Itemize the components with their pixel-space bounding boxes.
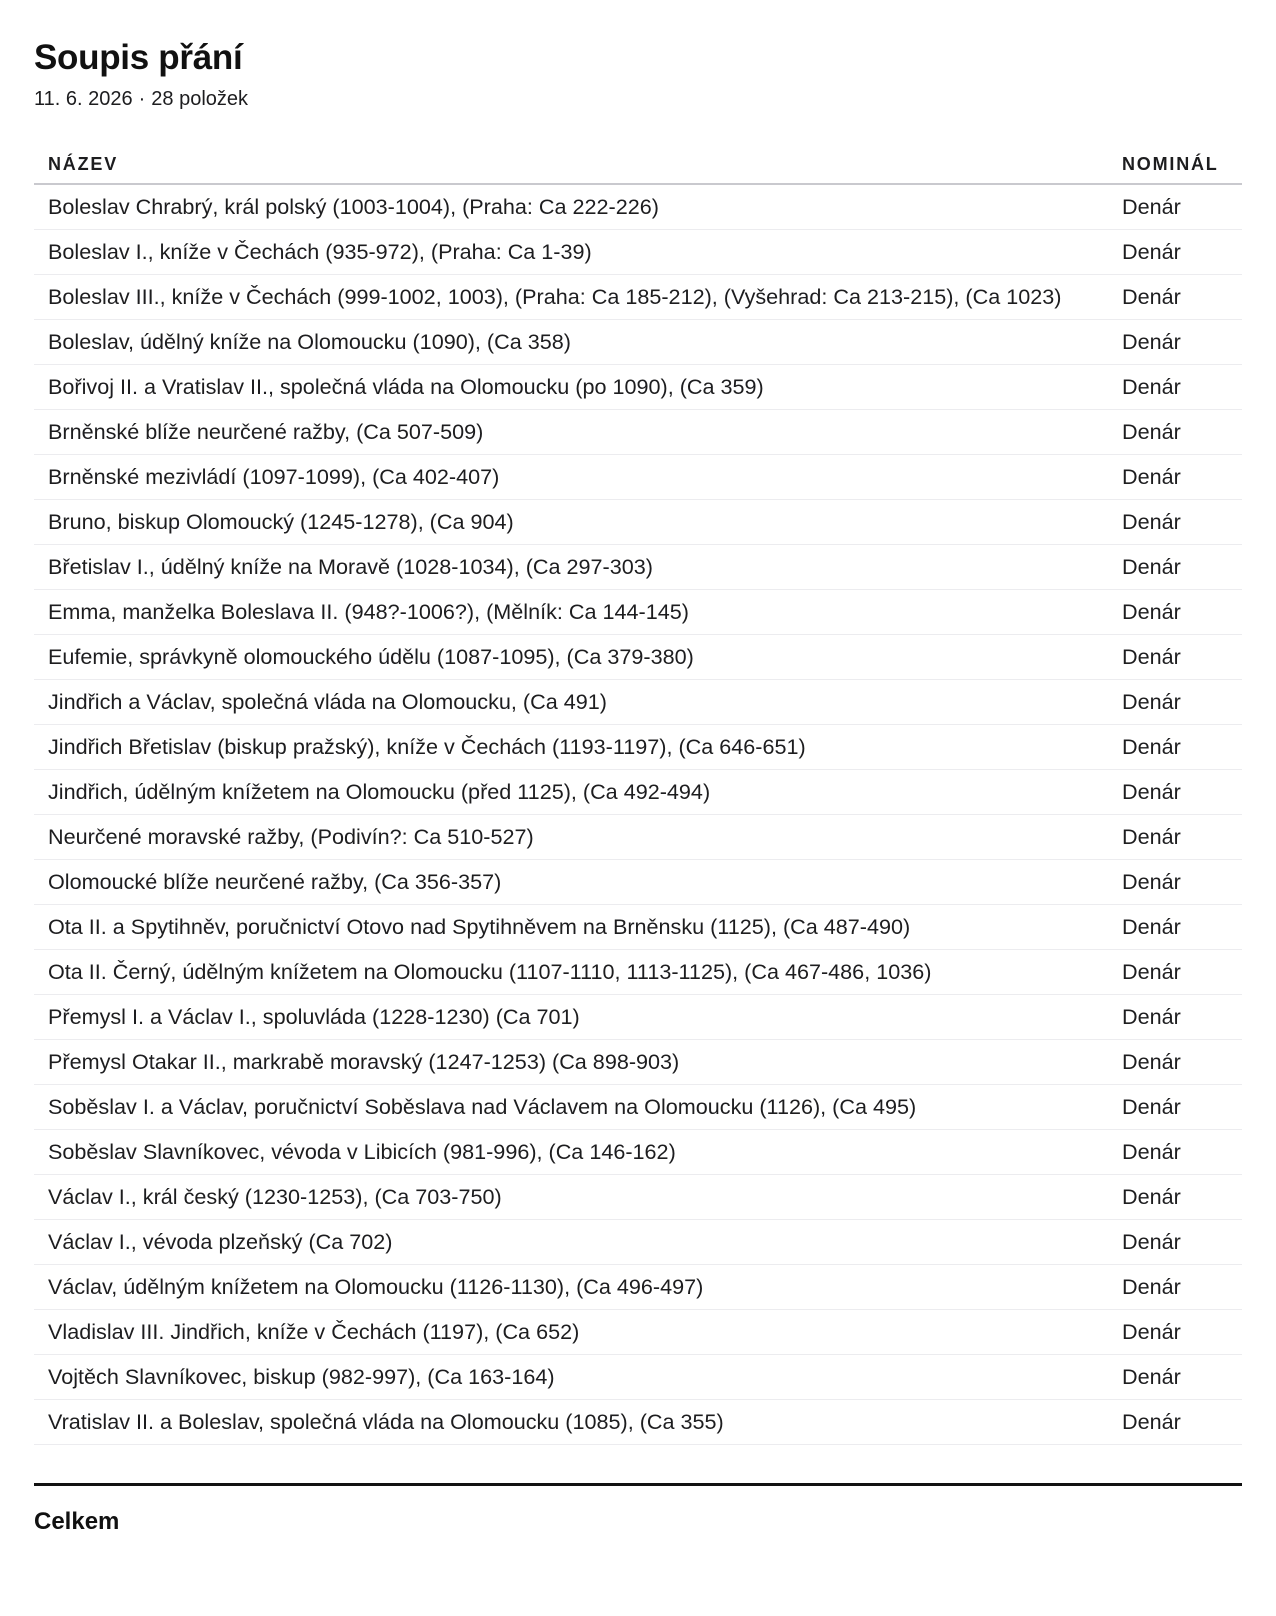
table-row [34,590,1242,635]
item-count: 28 položek [151,88,249,110]
nominal-cell: Denár [1120,230,1242,275]
table-row [34,995,1242,1040]
column-header-name: NÁZEV [34,146,1120,184]
table-row [34,1355,1242,1400]
nominal-cell: Denár [1120,1265,1242,1310]
coin-name-cell: Soběslav I. a Václav, poručnictví Soběslava nad Václavem na Olomoucku (1126), (Ca 495) [34,1085,1120,1130]
coin-name-cell: Jindřich, údělným knížetem na Olomoucku (před 1125), (Ca 492-494) [34,770,1120,815]
page-meta [34,86,1242,112]
table-row [34,815,1242,860]
nominal-cell: Denár [1120,1085,1242,1130]
coin-name-cell: Boleslav, údělný kníže na Olomoucku (1090), (Ca 358) [34,320,1120,365]
table-row [34,1400,1242,1445]
nominal-cell: Denár [1120,770,1242,815]
column-header-nominal: NOMINÁL [1120,146,1242,184]
nominal-cell: Denár [1120,1355,1242,1400]
table-row [34,770,1242,815]
coin-name-cell: Břetislav I., údělný kníže na Moravě (1028-1034), (Ca 297-303) [34,545,1120,590]
table-row [34,365,1242,410]
coin-name-cell: Boleslav I., kníže v Čechách (935-972), (Praha: Ca 1-39) [34,230,1120,275]
nominal-cell: Denár [1120,590,1242,635]
nominal-cell: Denár [1120,635,1242,680]
table-row [34,1265,1242,1310]
nominal-cell: Denár [1120,455,1242,500]
coin-name-cell: Emma, manželka Boleslava II. (948?-1006?), (Mělník: Ca 144-145) [34,590,1120,635]
table-row [34,320,1242,365]
coin-name-cell: Neurčené moravské ražby, (Podivín?: Ca 510-527) [34,815,1120,860]
nominal-cell: Denár [1120,815,1242,860]
coin-name-cell: Václav, údělným knížetem na Olomoucku (1126-1130), (Ca 496-497) [34,1265,1120,1310]
coin-name-cell: Vladislav III. Jindřich, kníže v Čechách (1197), (Ca 652) [34,1310,1120,1355]
table-row [34,545,1242,590]
nominal-cell: Denár [1120,860,1242,905]
nominal-cell: Denár [1120,725,1242,770]
coin-name-cell: Boleslav III., kníže v Čechách (999-1002, 1003), (Praha: Ca 185-212), (Vyšehrad: Ca 213-215), (Ca 1023) [34,275,1120,320]
table-row [34,1175,1242,1220]
list-date: 11. 6. 2026 [34,88,133,110]
table-row [34,1040,1242,1085]
nominal-cell: Denár [1120,320,1242,365]
coin-name-cell: Boleslav Chrabrý, král polský (1003-1004), (Praha: Ca 222-226) [34,184,1120,230]
coin-name-cell: Jindřich Břetislav (biskup pražský), kníže v Čechách (1193-1197), (Ca 646-651) [34,725,1120,770]
nominal-cell: Denár [1120,184,1242,230]
table-header-row [34,146,1242,184]
table-row [34,950,1242,995]
coin-name-cell: Eufemie, správkyně olomouckého údělu (1087-1095), (Ca 379-380) [34,635,1120,680]
table-body [34,184,1242,1445]
nominal-cell: Denár [1120,680,1242,725]
meta-separator: · [138,88,146,110]
table-row [34,1220,1242,1265]
table-row [34,725,1242,770]
coin-name-cell: Jindřich a Václav, společná vláda na Olomoucku, (Ca 491) [34,680,1120,725]
table-row [34,275,1242,320]
nominal-cell: Denár [1120,1130,1242,1175]
coin-name-cell: Brněnské mezivládí (1097-1099), (Ca 402-407) [34,455,1120,500]
nominal-cell: Denár [1120,950,1242,995]
coin-name-cell: Bořivoj II. a Vratislav II., společná vláda na Olomoucku (po 1090), (Ca 359) [34,365,1120,410]
nominal-cell: Denár [1120,1040,1242,1085]
nominal-cell: Denár [1120,275,1242,320]
nominal-cell: Denár [1120,1310,1242,1355]
nominal-cell: Denár [1120,1220,1242,1265]
nominal-cell: Denár [1120,1400,1242,1445]
table-row [34,1310,1242,1355]
table-row [34,1130,1242,1175]
table-row [34,1085,1242,1130]
coin-name-cell: Přemysl I. a Václav I., spoluvláda (1228-1230) (Ca 701) [34,995,1120,1040]
coin-name-cell: Olomoucké blíže neurčené ražby, (Ca 356-357) [34,860,1120,905]
coin-name-cell: Ota II. Černý, údělným knížetem na Olomoucku (1107-1110, 1113-1125), (Ca 467-486, 1036) [34,950,1120,995]
nominal-cell: Denár [1120,545,1242,590]
coin-name-cell: Brněnské blíže neurčené ražby, (Ca 507-509) [34,410,1120,455]
nominal-cell: Denár [1120,500,1242,545]
table-row [34,230,1242,275]
wishlist-table [34,146,1242,1445]
total-label: Celkem [34,1508,120,1535]
nominal-cell: Denár [1120,995,1242,1040]
coin-name-cell: Vojtěch Slavníkovec, biskup (982-997), (Ca 163-164) [34,1355,1120,1400]
nominal-cell: Denár [1120,1175,1242,1220]
coin-name-cell: Vratislav II. a Boleslav, společná vláda na Olomoucku (1085), (Ca 355) [34,1400,1120,1445]
nominal-cell: Denár [1120,410,1242,455]
nominal-cell: Denár [1120,905,1242,950]
coin-name-cell: Václav I., vévoda plzeňský (Ca 702) [34,1220,1120,1265]
coin-name-cell: Ota II. a Spytihněv, poručnictví Otovo nad Spytihněvem na Brněnsku (1125), (Ca 487-490) [34,905,1120,950]
nominal-cell: Denár [1120,365,1242,410]
page-title: Soupis přání [34,38,243,77]
coin-name-cell: Soběslav Slavníkovec, vévoda v Libicích (981-996), (Ca 146-162) [34,1130,1120,1175]
total-divider [34,1483,1242,1486]
table-row [34,410,1242,455]
table-row [34,635,1242,680]
table-row [34,680,1242,725]
coin-name-cell: Bruno, biskup Olomoucký (1245-1278), (Ca 904) [34,500,1120,545]
table-row [34,500,1242,545]
coin-name-cell: Václav I., král český (1230-1253), (Ca 703-750) [34,1175,1120,1220]
table-row [34,905,1242,950]
table-row [34,860,1242,905]
coin-name-cell: Přemysl Otakar II., markrabě moravský (1247-1253) (Ca 898-903) [34,1040,1120,1085]
table-row [34,455,1242,500]
table-row [34,184,1242,230]
